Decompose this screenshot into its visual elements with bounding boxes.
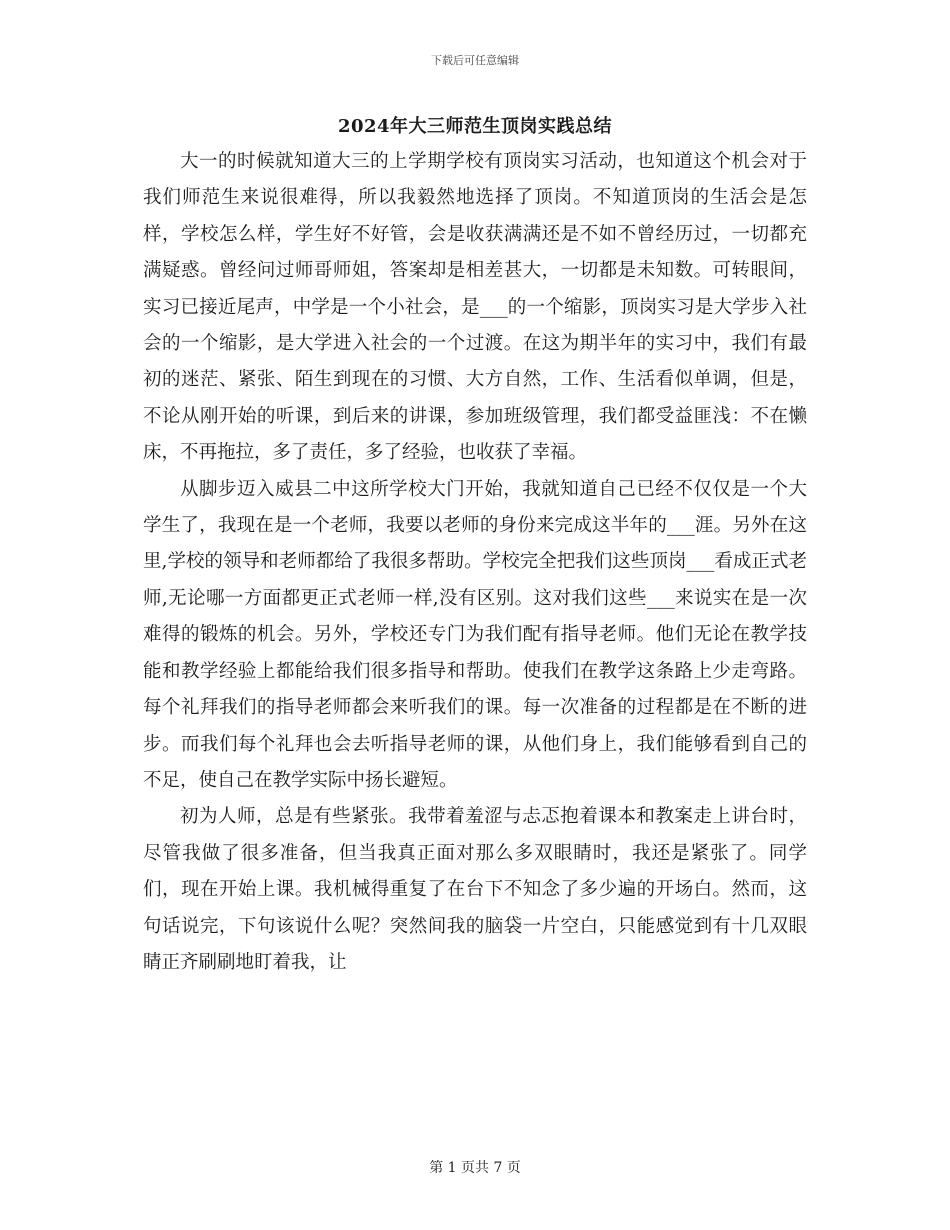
document-body <box>143 144 807 981</box>
paragraph-3: 初为人师，总是有些紧张。我带着羞涩与忐忑抱着课本和教案走上讲台时，尽管我做了很多准备，但当我真正面对那么多双眼睛时，我还是紧张了。同学们，现在开始上课。我机械得重复了在台下不知念了多少遍的开场白。然而，这句话说完，下句该说什么呢？突然间我的脑袋一片空白，只能感觉到有十几双眼睛正齐刷刷地盯着我，让 <box>143 806 807 973</box>
paragraph-1: 大一的时候就知道大三的上学期学校有顶岗实习活动，也知道这个机会对于我们师范生来说很难得，所以我毅然地选择了顶岗。不知道顶岗的生活会是怎样，学校怎么样，学生好不好管，会是收获满满还是不如不曾经历过，一切都充满疑惑。曾经问过师哥师姐，答案却是相差甚大，一切都是未知数。可转眼间，实习已接近尾声，中学是一个小社会，是___的一个缩影，顶岗实习是大学步入社会的一个缩影，是大学进入社会的一个过渡。在这为期半年的实习中，我们有最初的迷茫、紧张、陌生到现在的习惯、大方自然，工作、生活看似单调，但是，不论从刚开始的听课，到后来的讲课，参加班级管理，我们都受益匪浅：不在懒床，不再拖拉，多了责任，多了经验，也收获了幸福。 <box>143 151 807 464</box>
paragraph-2: 从脚步迈入威县二中这所学校大门开始，我就知道自己已经不仅仅是一个大学生了，我现在是一个老师，我要以老师的身份来完成这半年的___涯。另外在这里,学校的领导和老师都给了我很多帮助。学校完全把我们这些顶岗___看成正式老师,无论哪一方面都更正式老师一样,没有区别。这对我们这些___来说实在是一次难得的锻炼的机会。另外，学校还专门为我们配有指导老师。他们无论在教学技能和教学经验上都能给我们很多指导和帮助。使我们在教学这条路上少走弯路。每个礼拜我们的指导老师都会来听我们的课。每一次准备的过程都是在不断的进步。而我们每个礼拜也会去听指导老师的课，从他们身上，我们能够看到自己的不足，使自己在教学实际中扬长避短。 <box>143 478 807 791</box>
page-number: 第 1 页共 7 页 <box>429 1160 521 1176</box>
page-header-note: 下载后可任意编辑 <box>431 54 519 67</box>
document-title: 2024年大三师范生顶岗实践总结 <box>337 116 613 137</box>
